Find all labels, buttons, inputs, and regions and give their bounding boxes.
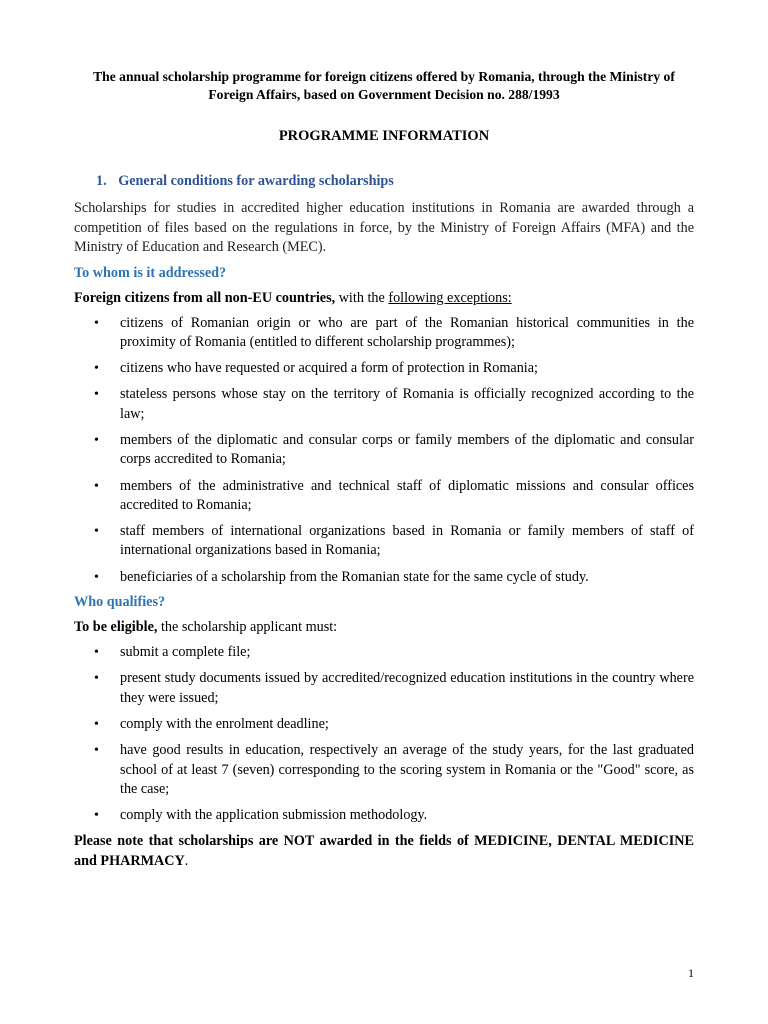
- bullet-icon: •: [94, 315, 99, 331]
- bullet-icon: •: [94, 478, 99, 494]
- list-item-text: beneficiaries of a scholarship from the Romanian state for the same cycle of study.: [120, 568, 589, 585]
- list-item: [74, 715, 694, 734]
- list-item: [74, 669, 694, 708]
- bullet-icon: •: [94, 645, 99, 661]
- document-page: [74, 68, 694, 871]
- section-heading: PROGRAMME INFORMATION: [278, 128, 490, 144]
- eligible-normal: the scholarship applicant must:: [157, 619, 338, 636]
- list-item-text: stateless persons whose stay on the territory of Romania is officially recognized according to the law;: [120, 386, 694, 422]
- addressed-bold: Foreign citizens from all non-EU countries,: [74, 289, 336, 306]
- list-item: [74, 431, 694, 470]
- exceptions-list: [74, 314, 694, 588]
- list-item-text: citizens who have requested or acquired a form of protection in Romania;: [120, 360, 538, 377]
- eligible-bold: To be eligible,: [74, 619, 158, 636]
- list-item: [74, 568, 694, 587]
- list-item-text: comply with the enrolment deadline;: [120, 715, 329, 732]
- note-period: .: [184, 852, 189, 869]
- list-item-text: present study documents issued by accredited/recognized education institutions in the country where they were issued;: [120, 670, 694, 706]
- note-text: Please note that scholarships are NOT awarded in the fields of MEDICINE, DENTAL MEDICINE and PHARMACY: [74, 833, 694, 869]
- list-item-text: members of the administrative and technical staff of diplomatic missions and consular offices accredited to Romania;: [120, 477, 694, 513]
- list-item-text: have good results in education, respectively an average of the study years, for the last graduated school of at least 7 (seven) corresponding to the scoring system in Romania or the "Good" score, as the case;: [120, 742, 694, 797]
- list-item: [74, 522, 694, 561]
- list-item-text: staff members of international organizations based in Romania or family members of staff of international organizations based in Romania;: [120, 523, 694, 559]
- bullet-icon: •: [94, 361, 99, 377]
- bullet-icon: •: [94, 569, 99, 585]
- bullet-icon: •: [94, 808, 99, 824]
- addressed-heading: To whom is it addressed?: [74, 264, 227, 281]
- heading-number: 1.: [96, 173, 107, 189]
- medicine-note: [74, 832, 694, 871]
- page-number: 1: [688, 966, 694, 980]
- list-item: [74, 359, 694, 378]
- numbered-heading: [74, 173, 694, 190]
- bullet-icon: •: [94, 524, 99, 540]
- addressed-lead: [74, 290, 694, 307]
- list-item: [74, 741, 694, 799]
- qualifies-heading: Who qualifies?: [74, 594, 166, 611]
- bullet-icon: •: [94, 716, 99, 732]
- list-item: [74, 477, 694, 516]
- document-title: The annual scholarship programme for foreign citizens offered by Romania, through the Ministry of Foreign Affairs, based on Government Decision no. 288/1993: [93, 69, 675, 102]
- list-item-text: citizens of Romanian origin or who are part of the Romanian historical communities in the proximity of Romania (entitled to different scholarship programmes);: [120, 314, 694, 350]
- addressed-underline: following exceptions:: [388, 289, 512, 306]
- requirements-list: [74, 643, 694, 825]
- eligible-lead: [74, 619, 694, 636]
- list-item-text: comply with the application submission methodology.: [120, 807, 428, 824]
- intro-paragraph: Scholarships for studies in accredited higher education institutions in Romania are awarded through a competition of files based on the regulations in force, by the Ministry of Foreign Affairs (MFA) and the Ministry of Education and Research (MEC).: [74, 200, 694, 255]
- bullet-icon: •: [94, 743, 99, 759]
- bullet-icon: •: [94, 387, 99, 403]
- heading-text: General conditions for awarding scholarships: [118, 173, 394, 189]
- list-item-text: submit a complete file;: [120, 644, 251, 661]
- list-item: [74, 806, 694, 825]
- list-item-text: members of the diplomatic and consular corps or family members of the diplomatic and consular corps accredited to Romania;: [120, 431, 694, 468]
- addressed-normal: with the: [335, 289, 389, 306]
- list-item: [74, 385, 694, 424]
- bullet-icon: •: [94, 671, 99, 687]
- list-item: [74, 643, 694, 662]
- bullet-icon: •: [94, 432, 99, 448]
- list-item: [74, 314, 694, 353]
